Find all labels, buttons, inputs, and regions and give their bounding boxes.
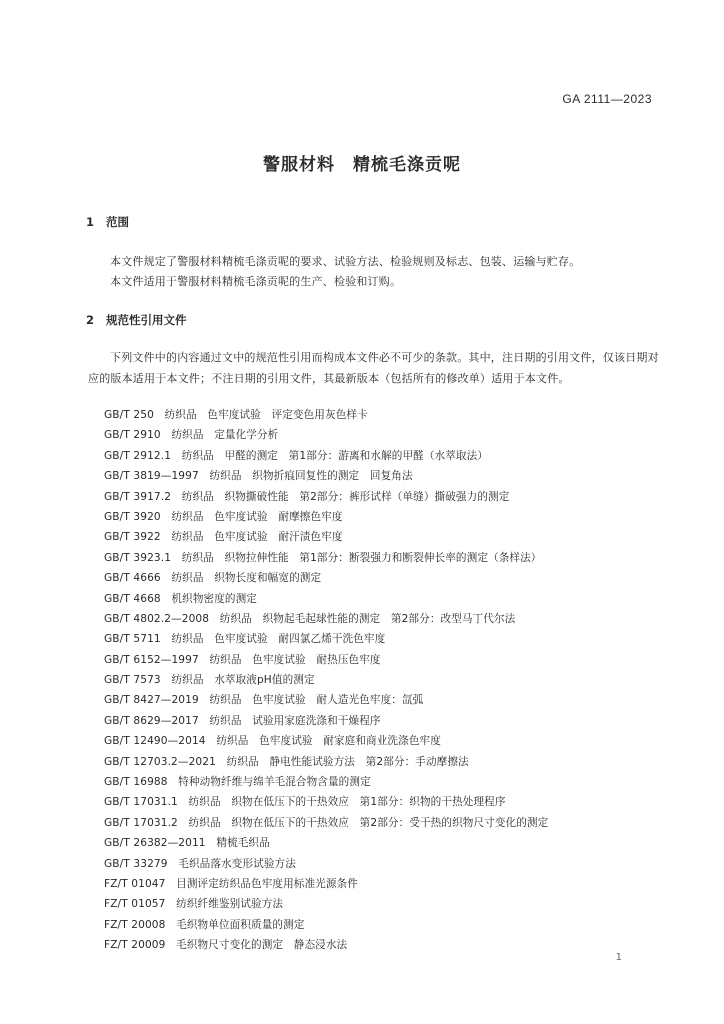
scope-paragraph-1: 本文件规定了警服材料精梳毛涤贡呢的要求、试验方法、检验规则及标志、包装、运输与贮存。 [110,255,581,268]
page-number: 1 [615,952,622,963]
reference-item: GB/T 4668 机织物密度的测定 [104,592,257,605]
reference-item: GB/T 8427—2019 纺织品 色牢度试验 耐人造光色牢度：氙弧 [104,694,424,707]
reference-item: GB/T 2912.1 纺织品 甲醛的测定 第1部分：游离和水解的甲醛（水萃取法） [104,449,489,462]
reference-item: GB/T 6152—1997 纺织品 色牢度试验 耐热压色牢度 [104,653,381,666]
reference-item: GB/T 7573 纺织品 水萃取液pH值的测定 [104,674,315,687]
reference-item: GB/T 17031.1 纺织品 织物在低压下的干热效应 第1部分：织物的干热处理程序 [104,796,506,809]
reference-item: GB/T 2910 纺织品 定量化学分析 [104,429,279,442]
reference-item: FZ/T 01057 纺织纤维鉴别试验方法 [104,898,284,911]
reference-item: GB/T 12490—2014 纺织品 色牢度试验 耐家庭和商业洗涤色牢度 [104,735,441,748]
section-number: 2 [86,313,95,327]
reference-list [104,405,664,956]
reference-item: GB/T 3917.2 纺织品 织物撕破性能 第2部分：裤形试样（单缝）撕破强力的测定 [104,490,510,503]
reference-item: GB/T 12703.2—2021 纺织品 静电性能试验方法 第2部分：手动摩擦法 [104,755,469,768]
reference-item: GB/T 33279 毛织品落水变形试验方法 [104,857,296,870]
reference-item: FZ/T 20009 毛织物尺寸变化的测定 静态浸水法 [104,939,348,952]
reference-item: GB/T 4802.2—2008 纺织品 织物起毛起球性能的测定 第2部分：改型马丁代尔法 [104,612,516,625]
reference-item: GB/T 17031.2 纺织品 织物在低压下的干热效应 第2部分：受干热的织物尺寸变化的测定 [104,816,549,829]
section-title: 范围 [106,215,129,229]
references-intro-paragraph: 下列文件中的内容通过文中的规范性引用而构成本文件必不可少的条款。其中，注日期的引用文件，仅该日期对应的版本适用于本文件；不注日期的引用文件，其最新版本（包括所有的修改单）适用于本文件。 [88,351,659,385]
section-title: 规范性引用文件 [106,313,187,327]
reference-item: GB/T 3923.1 纺织品 织物拉伸性能 第1部分：断裂强力和断裂伸长率的测定（条样法） [104,551,542,564]
reference-item: GB/T 3920 纺织品 色牢度试验 耐摩擦色牢度 [104,510,343,523]
reference-item: FZ/T 20008 毛织物单位面积质量的测定 [104,918,305,931]
reference-item: GB/T 8629—2017 纺织品 试验用家庭洗涤和干燥程序 [104,714,381,727]
scope-paragraph-2: 本文件适用于警服材料精梳毛涤贡呢的生产、检验和订购。 [110,275,402,288]
reference-item: GB/T 4666 纺织品 织物长度和幅宽的测定 [104,572,322,585]
document-title: 警服材料 精梳毛涤贡呢 [263,155,461,175]
reference-item: GB/T 26382—2011 精梳毛织品 [104,837,270,850]
section-heading-scope [86,214,129,230]
reference-item: GB/T 250 纺织品 色牢度试验 评定变色用灰色样卡 [104,409,368,421]
reference-item: GB/T 3922 纺织品 色牢度试验 耐汗渍色牢度 [104,531,343,544]
reference-item: GB/T 3819—1997 纺织品 织物折痕回复性的测定 回复角法 [104,470,413,483]
reference-item: GB/T 5711 纺织品 色牢度试验 耐四氯乙烯干洗色牢度 [104,633,386,646]
section-heading-normative-references [86,312,187,328]
reference-item: FZ/T 01047 目测评定纺织品色牢度用标准光源条件 [104,877,358,890]
section-number: 1 [86,215,95,229]
standard-code: GA 2111—2023 [562,92,652,106]
reference-item: GB/T 16988 特种动物纤维与绵羊毛混合物含量的测定 [104,776,371,789]
